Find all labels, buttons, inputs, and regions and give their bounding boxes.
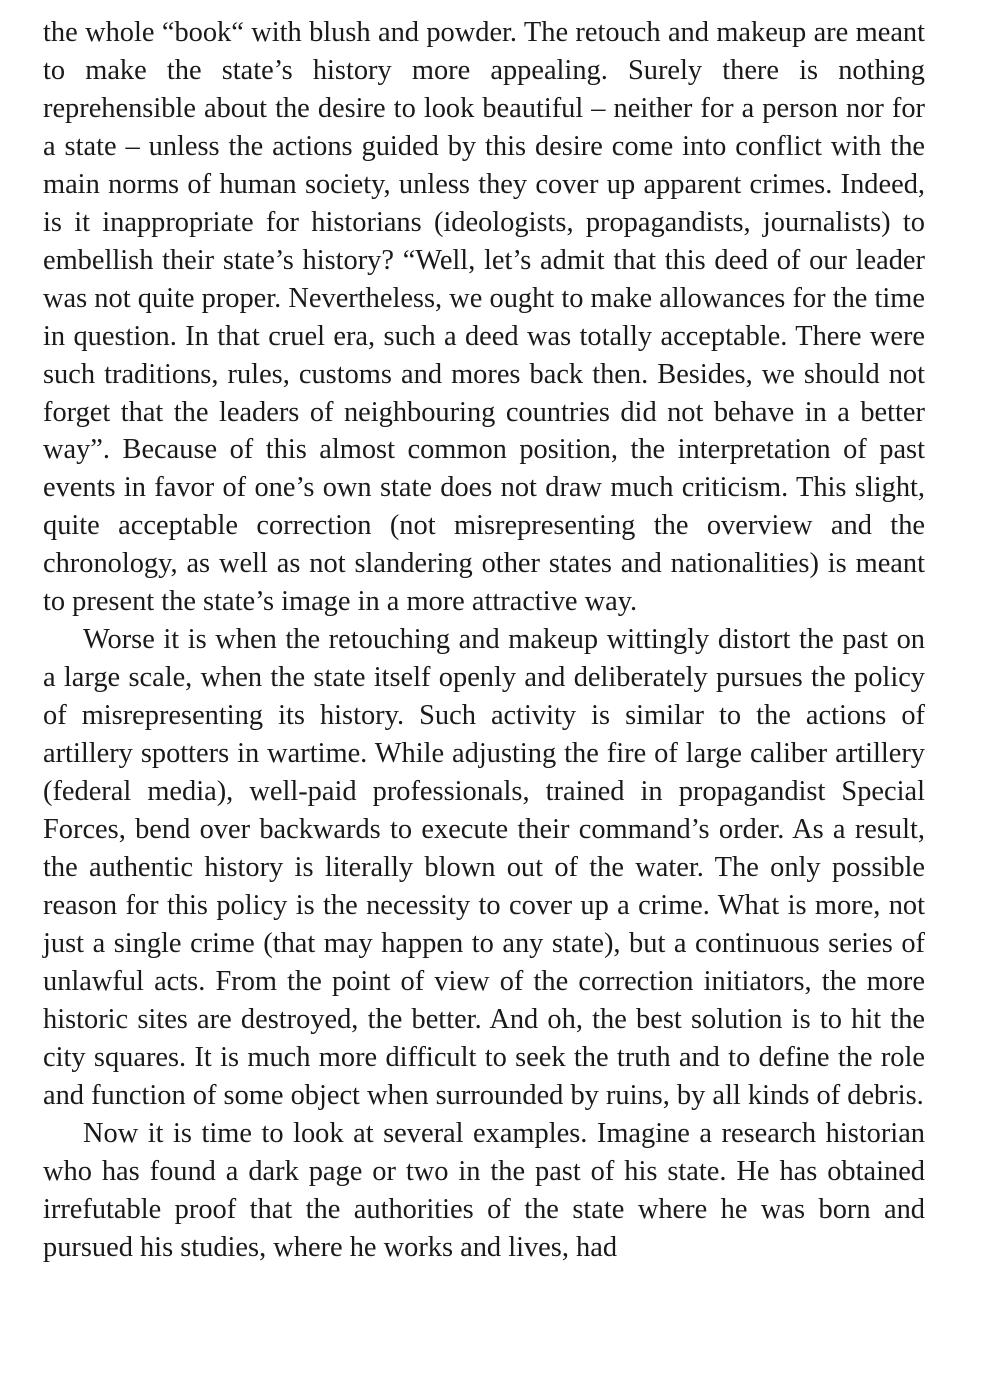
paragraph-3: Now it is time to look at several examples. Imagine a research historian who has found a dark page or two in the past of his state. He has obtained irrefutable proof that the authorities of the state where he was born and pursued his studies, where he works and lives, had (43, 1117, 925, 1263)
paragraph-1: the whole “book“ with blush and powder. The retouch and makeup are meant to make the state’s history more appealing. Surely there is nothing reprehensible about the desire to look beautiful – neither for a person nor for a state – unless the actions guided by this desire come into conflict with the main norms of human society, unless they cover up apparent crimes. Indeed, is it inappropriate for historians (ideologists, propagandists, journalists) to embellish their state’s history? “Well, let’s admit that this deed of our leader was not quite proper. Nevertheless, we ought to make allowances for the time in question. In that cruel era, such a deed was totally acceptable. There were such traditions, rules, customs and mores back then. Besides, we should not forget that the leaders of neighbouring countries did not behave in a better way”. Because of this almost common position, the interpretation of past events in favor of one’s own state does not draw much criticism. This slight, quite acceptable correction (not misrepresenting the overview and the chronology, as well as not slandering other states and nationalities) is meant to present the state’s image in a more attractive way. (43, 17, 925, 618)
paragraph-2: Worse it is when the retouching and makeup wittingly distort the past on a large scale, when the state itself openly and deliberately pursues the policy of misrepresenting its history. Such activity is similar to the actions of artillery spotters in wartime. While adjusting the fire of large caliber artillery (federal media), well-paid professionals, trained in propagandist Special Forces, bend over backwards to execute their command’s order. As a result, the authentic history is literally blown out of the water. The only possible reason for this policy is the necessity to cover up a crime. What is more, not just a single crime (that may happen to any state), but a continuous series of unlawful acts. From the point of view of the correction initiators, the more historic sites are destroyed, the better. And oh, the best solution is to hit the city squares. It is much more difficult to seek the truth and to define the role and function of some object when surrounded by ruins, by all kinds of debris. (43, 624, 925, 1111)
document-page (43, 14, 925, 1266)
